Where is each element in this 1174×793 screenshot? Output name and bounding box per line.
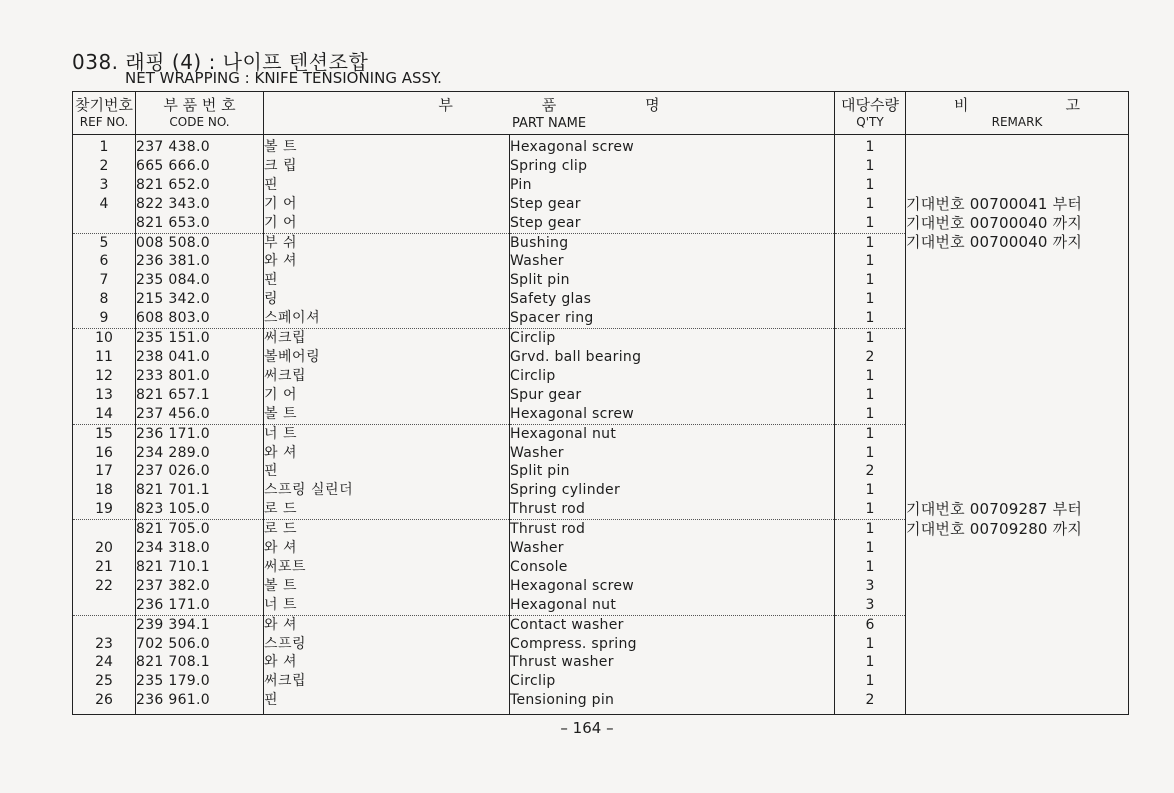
ref-no-cell: 26: [73, 691, 136, 714]
part-name-ko-cell: 와 셔: [264, 653, 510, 672]
part-name-en-cell: Spring cylinder: [510, 481, 835, 500]
code-no-cell: 608 803.0: [136, 309, 264, 328]
part-name-ko-cell: 스페이셔: [264, 309, 510, 328]
header-code-ko: 부 품 번 호: [163, 95, 236, 114]
qty-cell: 2: [835, 462, 906, 481]
qty-cell: 3: [835, 596, 906, 615]
code-no-cell: 237 026.0: [136, 462, 264, 481]
part-name-ko-cell: 기 어: [264, 214, 510, 233]
part-name-en-cell: Step gear: [510, 195, 835, 214]
header-ref-no: [73, 92, 136, 135]
ref-no-cell: 1: [73, 135, 136, 157]
code-no-cell: 235 084.0: [136, 271, 264, 290]
part-name-ko-cell: 너 트: [264, 596, 510, 615]
ref-no-cell: 2: [73, 157, 136, 176]
table-row: [73, 444, 1129, 463]
qty-cell: 1: [835, 195, 906, 214]
part-name-en-cell: Pin: [510, 176, 835, 195]
code-no-cell: 215 342.0: [136, 290, 264, 309]
part-name-en-cell: Thrust rod: [510, 500, 835, 519]
table-row: [73, 577, 1129, 596]
code-no-cell: 665 666.0: [136, 157, 264, 176]
header-qty-en: Q'TY: [856, 115, 884, 130]
ref-no-cell: 7: [73, 271, 136, 290]
part-name-ko-cell: 써크립: [264, 672, 510, 691]
table-header-row: [73, 92, 1129, 135]
part-name-ko-cell: 와 셔: [264, 444, 510, 463]
qty-cell: 1: [835, 386, 906, 405]
header-remark-char: 비: [954, 95, 969, 114]
ref-no-cell: 8: [73, 290, 136, 309]
qty-cell: 1: [835, 653, 906, 672]
remark-cell: 기대번호 00700040 까지: [906, 214, 1129, 233]
part-name-en-cell: Thrust rod: [510, 520, 835, 539]
code-no-cell: 235 179.0: [136, 672, 264, 691]
code-no-cell: 821 653.0: [136, 214, 264, 233]
header-remark-ko: [906, 97, 1128, 114]
table-row: [73, 672, 1129, 691]
remark-cell: [906, 424, 1129, 443]
qty-cell: 1: [835, 635, 906, 654]
code-no-cell: 236 961.0: [136, 691, 264, 714]
header-code-en: CODE NO.: [169, 115, 230, 130]
qty-cell: 2: [835, 691, 906, 714]
qty-cell: 1: [835, 672, 906, 691]
part-name-ko-cell: 핀: [264, 691, 510, 714]
part-name-ko-cell: 크 립: [264, 157, 510, 176]
part-name-ko-cell: 스프링 실린더: [264, 481, 510, 500]
table-row: [73, 500, 1129, 519]
header-ref-ko: 찾기번호: [75, 95, 133, 114]
header-part-name-ko: [264, 97, 834, 114]
qty-cell: 6: [835, 615, 906, 634]
part-name-ko-cell: 볼 트: [264, 577, 510, 596]
remark-cell: 기대번호 00709287 부터: [906, 500, 1129, 519]
part-name-en-cell: Circlip: [510, 367, 835, 386]
part-name-ko-cell: 로 드: [264, 500, 510, 519]
remark-cell: [906, 635, 1129, 654]
ref-no-cell: 18: [73, 481, 136, 500]
code-no-cell: 822 343.0: [136, 195, 264, 214]
part-name-ko-cell: 와 셔: [264, 539, 510, 558]
part-name-ko-cell: 써크립: [264, 329, 510, 348]
ref-no-cell: 3: [73, 176, 136, 195]
ref-no-cell: 16: [73, 444, 136, 463]
part-name-en-cell: Spring clip: [510, 157, 835, 176]
part-name-ko-cell: 핀: [264, 462, 510, 481]
qty-cell: 1: [835, 252, 906, 271]
part-name-ko-cell: 기 어: [264, 195, 510, 214]
remark-cell: [906, 577, 1129, 596]
qty-cell: 1: [835, 539, 906, 558]
code-no-cell: 821 657.1: [136, 386, 264, 405]
qty-cell: 3: [835, 577, 906, 596]
ref-no-cell: 10: [73, 329, 136, 348]
code-no-cell: 236 381.0: [136, 252, 264, 271]
header-part-name-char: 명: [645, 96, 660, 114]
code-no-cell: 234 289.0: [136, 444, 264, 463]
part-name-ko-cell: 써포트: [264, 558, 510, 577]
header-qty: [835, 92, 906, 135]
remark-cell: [906, 386, 1129, 405]
ref-no-cell: 15: [73, 424, 136, 443]
part-name-ko-cell: 와 셔: [264, 615, 510, 634]
part-name-en-cell: Spur gear: [510, 386, 835, 405]
ref-no-cell: 24: [73, 653, 136, 672]
code-no-cell: 821 705.0: [136, 520, 264, 539]
part-name-en-cell: Grvd. ball bearing: [510, 348, 835, 367]
table-row: [73, 424, 1129, 443]
table-row: [73, 615, 1129, 634]
ref-no-cell: 23: [73, 635, 136, 654]
table-row: [73, 348, 1129, 367]
ref-no-cell: 17: [73, 462, 136, 481]
ref-no-cell: 11: [73, 348, 136, 367]
ref-no-cell: 14: [73, 405, 136, 424]
part-name-en-cell: Split pin: [510, 462, 835, 481]
ref-no-cell: [73, 596, 136, 615]
header-part-name-char: 부: [438, 96, 453, 114]
part-name-ko-cell: 기 어: [264, 386, 510, 405]
part-name-ko-cell: 써크립: [264, 367, 510, 386]
header-part-name-en: PART NAME: [511, 116, 587, 131]
header-remark-char: 고: [1065, 95, 1080, 114]
remark-cell: [906, 444, 1129, 463]
part-name-ko-cell: 링: [264, 290, 510, 309]
part-name-en-cell: Washer: [510, 444, 835, 463]
table-row: [73, 653, 1129, 672]
table-row: [73, 462, 1129, 481]
part-name-en-cell: Hexagonal nut: [510, 596, 835, 615]
part-name-en-cell: Circlip: [510, 329, 835, 348]
part-name-ko-cell: 볼 트: [264, 135, 510, 157]
code-no-cell: 234 318.0: [136, 539, 264, 558]
table-row: [73, 691, 1129, 714]
part-name-en-cell: Contact washer: [510, 615, 835, 634]
part-name-en-cell: Bushing: [510, 233, 835, 252]
table-row: [73, 386, 1129, 405]
part-name-en-cell: Hexagonal screw: [510, 577, 835, 596]
part-name-ko-cell: 부 쉬: [264, 233, 510, 252]
qty-cell: 1: [835, 309, 906, 328]
ref-no-cell: 4: [73, 195, 136, 214]
qty-cell: 1: [835, 405, 906, 424]
remark-cell: [906, 290, 1129, 309]
ref-no-cell: [73, 520, 136, 539]
table-row: [73, 367, 1129, 386]
part-name-en-cell: Split pin: [510, 271, 835, 290]
header-part-name-char: 품: [541, 96, 557, 114]
remark-cell: [906, 539, 1129, 558]
part-name-en-cell: Spacer ring: [510, 309, 835, 328]
remark-cell: [906, 481, 1129, 500]
remark-cell: [906, 462, 1129, 481]
code-no-cell: 235 151.0: [136, 329, 264, 348]
ref-no-cell: 5: [73, 233, 136, 252]
part-name-en-cell: Washer: [510, 539, 835, 558]
remark-cell: [906, 176, 1129, 195]
code-no-cell: 238 041.0: [136, 348, 264, 367]
qty-cell: 1: [835, 520, 906, 539]
qty-cell: 1: [835, 500, 906, 519]
remark-cell: [906, 348, 1129, 367]
remark-cell: [906, 135, 1129, 157]
header-qty-ko: 대당수량: [841, 95, 899, 114]
part-name-en-cell: Hexagonal screw: [510, 135, 835, 157]
table-row: [73, 135, 1129, 157]
qty-cell: 1: [835, 329, 906, 348]
qty-cell: 1: [835, 271, 906, 290]
ref-no-cell: 25: [73, 672, 136, 691]
ref-no-cell: [73, 214, 136, 233]
part-name-en-cell: Hexagonal nut: [510, 424, 835, 443]
part-name-en-cell: Step gear: [510, 214, 835, 233]
code-no-cell: 008 508.0: [136, 233, 264, 252]
code-no-cell: 233 801.0: [136, 367, 264, 386]
remark-cell: [906, 367, 1129, 386]
qty-cell: 1: [835, 558, 906, 577]
remark-cell: [906, 653, 1129, 672]
table-row: [73, 195, 1129, 214]
part-name-ko-cell: 핀: [264, 271, 510, 290]
qty-cell: 1: [835, 367, 906, 386]
part-name-ko-cell: 스프링: [264, 635, 510, 654]
header-remark-en: REMARK: [991, 115, 1043, 130]
code-no-cell: 821 710.1: [136, 558, 264, 577]
table-row: [73, 157, 1129, 176]
ref-no-cell: 19: [73, 500, 136, 519]
qty-cell: 1: [835, 176, 906, 195]
header-part-name: [264, 92, 835, 135]
parts-table-body: [73, 135, 1129, 715]
ref-no-cell: [73, 615, 136, 634]
code-no-cell: 823 105.0: [136, 500, 264, 519]
remark-cell: [906, 558, 1129, 577]
page-number: – 164 –: [560, 719, 614, 737]
remark-cell: [906, 309, 1129, 328]
part-name-ko-cell: 너 트: [264, 424, 510, 443]
code-no-cell: 237 438.0: [136, 135, 264, 157]
part-name-en-cell: Safety glas: [510, 290, 835, 309]
remark-cell: [906, 596, 1129, 615]
part-name-ko-cell: 볼 트: [264, 405, 510, 424]
ref-no-cell: 12: [73, 367, 136, 386]
ref-no-cell: 20: [73, 539, 136, 558]
remark-cell: 기대번호 00700040 까지: [906, 233, 1129, 252]
table-row: [73, 596, 1129, 615]
part-name-ko-cell: 와 셔: [264, 252, 510, 271]
part-name-en-cell: Hexagonal screw: [510, 405, 835, 424]
ref-no-cell: 13: [73, 386, 136, 405]
table-row: [73, 290, 1129, 309]
qty-cell: 2: [835, 348, 906, 367]
code-no-cell: 239 394.1: [136, 615, 264, 634]
table-row: [73, 520, 1129, 539]
code-no-cell: 821 652.0: [136, 176, 264, 195]
ref-no-cell: 9: [73, 309, 136, 328]
qty-cell: 1: [835, 214, 906, 233]
ref-no-cell: 6: [73, 252, 136, 271]
code-no-cell: 702 506.0: [136, 635, 264, 654]
remark-cell: [906, 672, 1129, 691]
code-no-cell: 236 171.0: [136, 424, 264, 443]
table-row: [73, 329, 1129, 348]
part-name-en-cell: Circlip: [510, 672, 835, 691]
ref-no-cell: 22: [73, 577, 136, 596]
part-name-ko-cell: 로 드: [264, 520, 510, 539]
table-row: [73, 405, 1129, 424]
part-name-ko-cell: 핀: [264, 176, 510, 195]
code-no-cell: 236 171.0: [136, 596, 264, 615]
remark-cell: [906, 615, 1129, 634]
qty-cell: 1: [835, 481, 906, 500]
table-row: [73, 558, 1129, 577]
remark-cell: [906, 405, 1129, 424]
remark-cell: [906, 157, 1129, 176]
part-name-en-cell: Tensioning pin: [510, 691, 835, 714]
table-row: [73, 214, 1129, 233]
table-row: [73, 176, 1129, 195]
table-row: [73, 271, 1129, 290]
remark-cell: 기대번호 00700041 부터: [906, 195, 1129, 214]
header-ref-en: REF NO.: [79, 115, 129, 130]
remark-cell: [906, 691, 1129, 714]
code-no-cell: 821 708.1: [136, 653, 264, 672]
code-no-cell: 821 701.1: [136, 481, 264, 500]
part-name-en-cell: Washer: [510, 252, 835, 271]
header-code-no: [136, 92, 264, 135]
ref-no-cell: 21: [73, 558, 136, 577]
qty-cell: 1: [835, 290, 906, 309]
table-row: [73, 635, 1129, 654]
qty-cell: 1: [835, 444, 906, 463]
page-subtitle: NET WRAPPING : KNIFE TENSIONING ASSY.: [125, 69, 442, 87]
table-row: [73, 309, 1129, 328]
page-title: 038. 래핑 (4) : 나이프 텐션조합: [72, 50, 369, 74]
remark-cell: [906, 329, 1129, 348]
qty-cell: 1: [835, 157, 906, 176]
parts-table: [72, 91, 1129, 715]
qty-cell: 1: [835, 233, 906, 252]
remark-cell: [906, 271, 1129, 290]
part-name-en-cell: Compress. spring: [510, 635, 835, 654]
part-name-en-cell: Console: [510, 558, 835, 577]
remark-cell: [906, 252, 1129, 271]
code-no-cell: 237 456.0: [136, 405, 264, 424]
qty-cell: 1: [835, 135, 906, 157]
table-row: [73, 481, 1129, 500]
header-remark: [906, 92, 1129, 135]
qty-cell: 1: [835, 424, 906, 443]
part-name-en-cell: Thrust washer: [510, 653, 835, 672]
code-no-cell: 237 382.0: [136, 577, 264, 596]
table-row: [73, 252, 1129, 271]
table-row: [73, 233, 1129, 252]
table-row: [73, 539, 1129, 558]
part-name-ko-cell: 볼베어링: [264, 348, 510, 367]
remark-cell: 기대번호 00709280 까지: [906, 520, 1129, 539]
